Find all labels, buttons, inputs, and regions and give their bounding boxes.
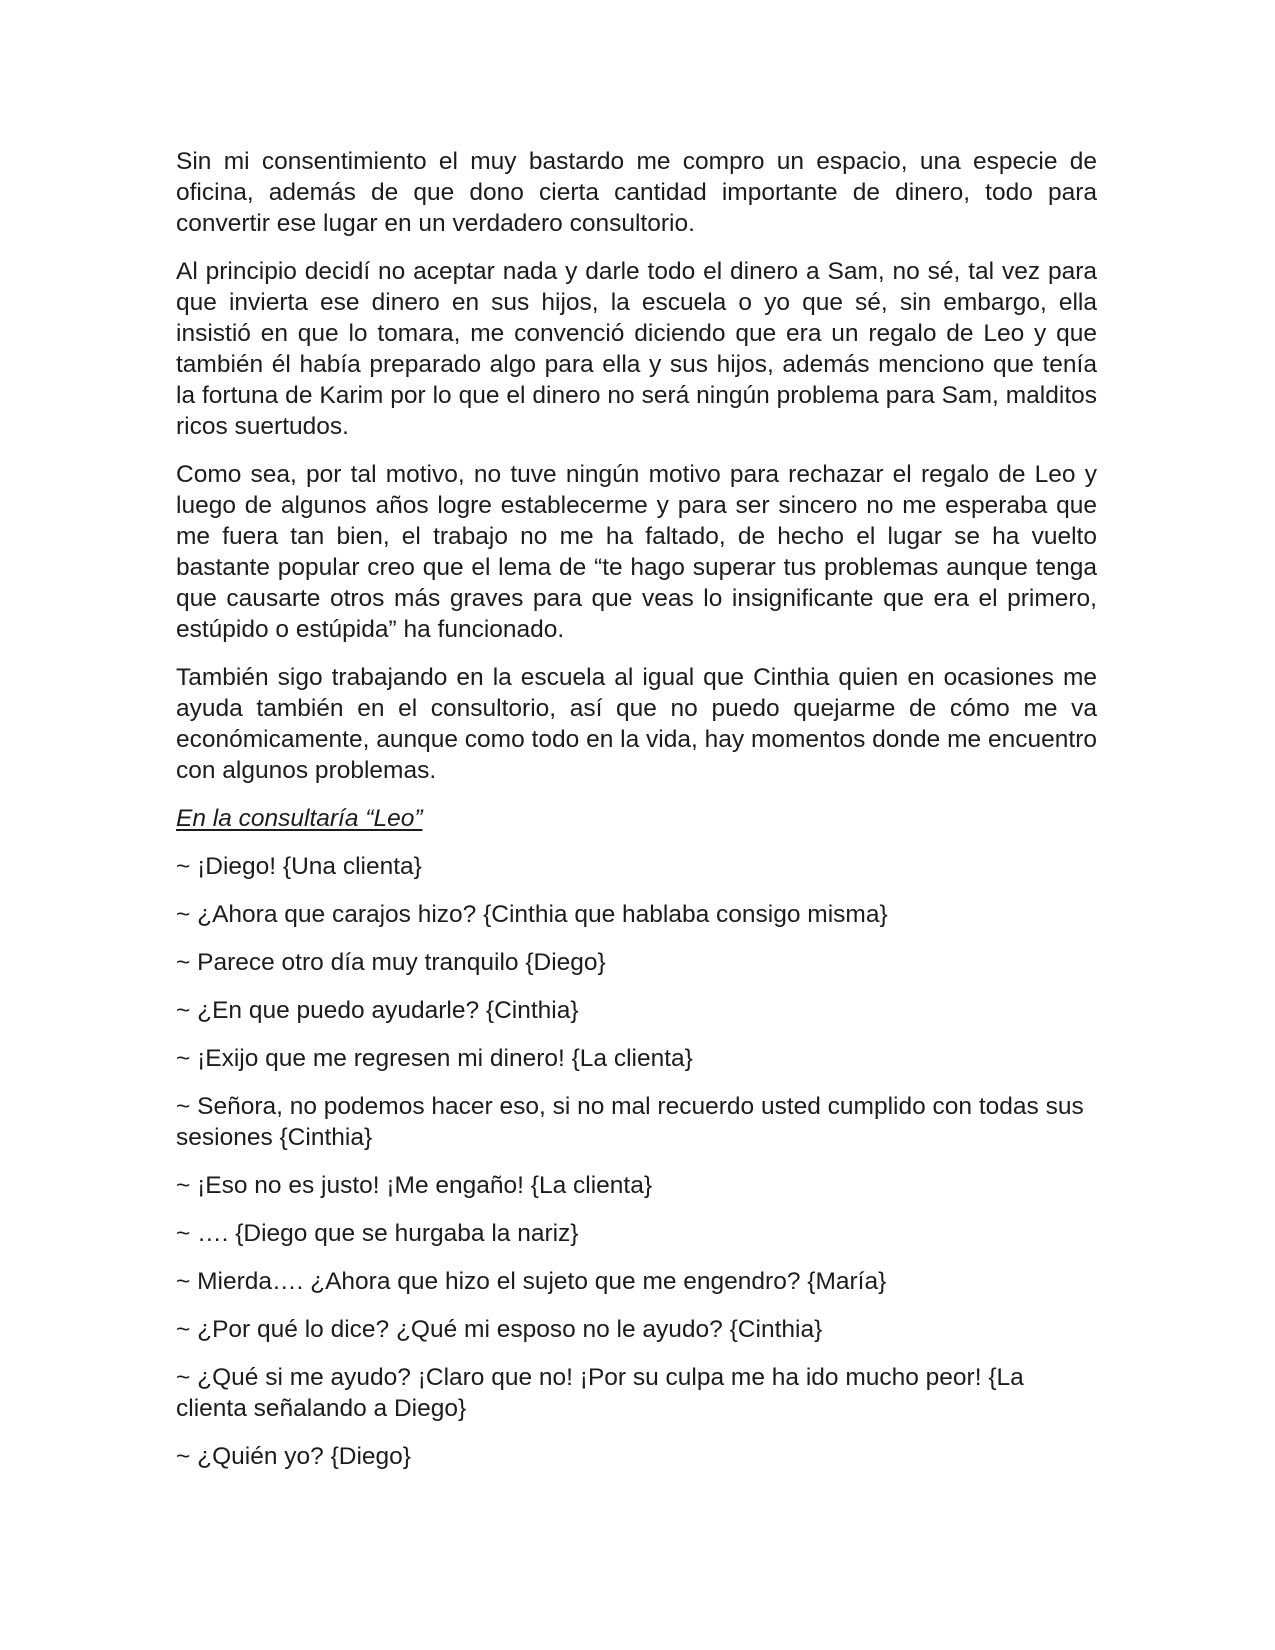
dialogue-line: ~ ¿Por qué lo dice? ¿Qué mi esposo no le ayudo? {Cinthia} — [176, 1316, 823, 1343]
dialogue-line: ~ ¡Diego! {Una clienta} — [176, 853, 422, 880]
narrative-paragraph: También sigo trabajando en la escuela al igual que Cinthia quien en ocasiones me ayuda también en el consultorio, así que no puedo quejarme de cómo me va económicamente, aunque como todo en la vida, hay momentos donde me encuentro con algunos problemas. — [176, 664, 1097, 784]
narrative-paragraph: Sin mi consentimiento el muy bastardo me compro un espacio, una especie de oficina, además de que dono cierta cantidad importante de dinero, todo para convertir ese lugar en un verdadero consultorio. — [176, 148, 1097, 237]
document-page — [176, 146, 1097, 1489]
dialogue-line: ~ ¿Ahora que carajos hizo? {Cinthia que hablaba consigo misma} — [176, 901, 888, 928]
dialogue-line: ~ ¡Eso no es justo! ¡Me engaño! {La clienta} — [176, 1172, 653, 1199]
dialogue-line: ~ ¿Quién yo? {Diego} — [176, 1443, 411, 1470]
scene-heading: En la consultaría “Leo” — [176, 805, 423, 832]
dialogue-line: ~ Señora, no podemos hacer eso, si no mal recuerdo usted cumplido con todas sus sesiones {Cinthia} — [176, 1093, 1084, 1151]
dialogue-line: ~ Parece otro día muy tranquilo {Diego} — [176, 949, 606, 976]
dialogue-line: ~ …. {Diego que se hurgaba la nariz} — [176, 1220, 579, 1247]
narrative-paragraph: Al principio decidí no aceptar nada y darle todo el dinero a Sam, no sé, tal vez para que invierta ese dinero en sus hijos, la escuela o yo que sé, sin embargo, ella insistió en que lo tomara, me convenció diciendo que era un regalo de Leo y que también él había preparado algo para ella y sus hijos, además menciono que tenía la fortuna de Karim por lo que el dinero no será ningún problema para Sam, malditos ricos suertudos. — [176, 258, 1097, 440]
dialogue-line: ~ ¿Qué si me ayudo? ¡Claro que no! ¡Por su culpa me ha ido mucho peor! {La clienta señalando a Diego} — [176, 1364, 1024, 1422]
dialogue-line: ~ ¡Exijo que me regresen mi dinero! {La clienta} — [176, 1045, 693, 1072]
dialogue-line: ~ Mierda…. ¿Ahora que hizo el sujeto que me engendro? {María} — [176, 1268, 887, 1295]
dialogue-line: ~ ¿En que puedo ayudarle? {Cinthia} — [176, 997, 579, 1024]
narrative-paragraph: Como sea, por tal motivo, no tuve ningún motivo para rechazar el regalo de Leo y luego de algunos años logre establecerme y para ser sincero no me esperaba que me fuera tan bien, el trabajo no me ha faltado, de hecho el lugar se ha vuelto bastante popular creo que el lema de “te hago superar tus problemas aunque tenga que causarte otros más graves para que veas lo insignificante que era el primero, estúpido o estúpida” ha funcionado. — [176, 461, 1097, 643]
